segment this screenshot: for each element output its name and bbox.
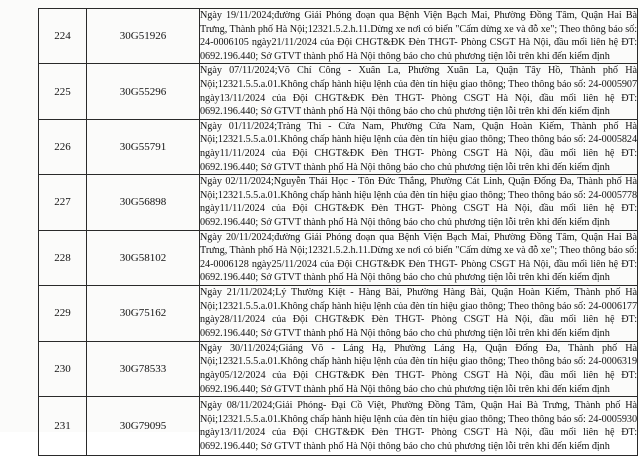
table-row bbox=[39, 9, 638, 64]
violation-detail bbox=[200, 230, 638, 285]
license-plate: 30G55791 bbox=[87, 119, 200, 174]
violation-detail bbox=[200, 285, 638, 341]
row-number: 227 bbox=[39, 175, 87, 230]
table-row bbox=[39, 285, 638, 341]
violations-table bbox=[38, 8, 638, 456]
row-number: 231 bbox=[39, 397, 87, 456]
violation-detail bbox=[200, 175, 638, 230]
row-number: 229 bbox=[39, 285, 87, 341]
table-row bbox=[39, 397, 638, 456]
row-number: 230 bbox=[39, 341, 87, 396]
table-row bbox=[39, 230, 638, 285]
license-plate: 30G51926 bbox=[87, 9, 200, 64]
row-number: 225 bbox=[39, 64, 87, 119]
row-number: 224 bbox=[39, 9, 87, 64]
violation-detail-text: Ngày 19/11/2024;đường Giải Phóng đoạn qua Bệnh Viện Bạch Mai, Phường Đồng Tâm, Quận Hai Bà Trưng, Thành phố Hà Nội;12321.5.2.h.11.Dừng xe nơi có biển "Cấm dừng xe và đỗ xe"; Theo thông báo số: 24-0006105 ngày21/11/2024 của Đội CHGT&ĐK Đèn THGT- Phòng CSGT Hà Nội, đầu mối liên hệ ĐT: 0692.196.440; Sở GTVT thành phố Hà Nội thông báo cho chủ phương tiện lỗi trên khi đến kiểm định bbox=[200, 10, 637, 62]
violation-detail-text: Ngày 08/11/2024;Giải Phóng- Đại Cồ Việt, Phường Đồng Tâm, Quận Hai Bà Trưng, Thành phố Hà Nội;12321.5.5.a.01.Không chấp hành hiệu lệnh của đèn tín hiệu giao thông; Theo thông báo số: 24-0005930 ngày13/11/2024 của Đội CHGT&ĐK Đèn THGT- Phòng CSGT Hà Nội, đầu mối liên hệ ĐT: 0692.196.440; Sở GTVT thành phố Hà Nội thông báo cho chủ phương tiện lỗi trên khi đến kiểm định bbox=[200, 400, 637, 452]
row-number: 228 bbox=[39, 230, 87, 285]
violation-detail-text: Ngày 20/11/2024;đường Giải Phóng đoạn qua Bệnh Viện Bạch Mai, Phường Đồng Tâm, Quận Hai Bà Trưng, Thành phố Hà Nội;12321.5.2.h.11.Dừng xe nơi có biển "Cấm dừng xe và đỗ xe"; Theo thông báo số: 24-0006128 ngày25/11/2024 của Đội CHGT&ĐK Đèn THGT- Phòng CSGT Hà Nội, đầu mối liên hệ ĐT: 0692.196.440; Sở GTVT thành phố Hà Nội thông báo cho chủ phương tiện lỗi trên khi đến kiểm định bbox=[200, 231, 637, 284]
license-plate: 30G58102 bbox=[87, 230, 200, 285]
violation-detail bbox=[200, 397, 638, 456]
table-row bbox=[39, 341, 638, 396]
row-number: 226 bbox=[39, 119, 87, 174]
violation-detail bbox=[200, 341, 638, 396]
violation-detail-text: Ngày 02/11/2024;Nguyễn Thái Học - Tôn Đức Thắng, Phường Cát Linh, Quận Đống Đa, Thành phố Hà Nội;12321.5.5.a.01.Không chấp hành hiệu lệnh của đèn tín hiệu giao thông; Theo thông báo số: 24-0005778 ngày11/11/2024 của Đội CHGT&ĐK Đèn THGT- Phòng CSGT Hà Nội, đầu mối liên hệ ĐT: 0692.196.440; Sở GTVT thành phố Hà Nội thông báo cho chủ phương tiện lỗi trên khi đến kiểm định bbox=[200, 176, 637, 228]
table-row bbox=[39, 64, 638, 119]
license-plate: 30G79095 bbox=[87, 397, 200, 456]
violation-detail bbox=[200, 119, 638, 174]
violation-detail-text: Ngày 21/11/2024;Lý Thường Kiệt - Hàng Bài, Phường Hàng Bài, Quận Hoàn Kiếm, Thành phố Hà Nội;12321.5.5.a.01.Không chấp hành hiệu lệnh của đèn tín hiệu giao thông; Theo thông báo số: 24-0006177 ngày28/11/2024 của Đội CHGT&ĐK Đèn THGT- Phòng CSGT Hà Nội, đầu mối liên hệ ĐT: 0692.196.440; Sở GTVT thành phố Hà Nội thông báo cho chủ phương tiện lỗi trên khi đến kiểm định bbox=[200, 287, 637, 339]
violation-detail-text: Ngày 07/11/2024;Võ Chí Công - Xuân La, Phường Xuân La, Quận Tây Hồ, Thành phố Hà Nội;12321.5.5.a.01.Không chấp hành hiệu lệnh của đèn tín hiệu giao thông; Theo thông báo số: 24-0005907 ngày13/11/2024 của Đội CHGT&ĐK Đèn THGT- Phòng CSGT Hà Nội, đầu mối liên hệ ĐT: 0692.196.440; Sở GTVT thành phố Hà Nội thông báo cho chủ phương tiện lỗi trên khi đến kiểm định bbox=[200, 65, 637, 118]
license-plate: 30G75162 bbox=[87, 285, 200, 341]
license-plate: 30G56898 bbox=[87, 175, 200, 230]
table-row bbox=[39, 119, 638, 174]
violation-detail-text: Ngày 01/11/2024;Tràng Thi - Cửa Nam, Phường Cửa Nam, Quận Hoàn Kiếm, Thành phố Hà Nội;12321.5.5.a.01.Không chấp hành hiệu lệnh của đèn tín hiệu giao thông; Theo thông báo số: 24-0005824 ngày11/11/2024 của Đội CHGT&ĐK Đèn THGT- Phòng CSGT Hà Nội, đầu mối liên hệ ĐT: 0692.196.440; Sở GTVT thành phố Hà Nội thông báo cho chủ phương tiện lỗi trên khi đến kiểm định bbox=[200, 120, 637, 173]
violation-detail bbox=[200, 9, 638, 64]
violation-detail-text: Ngày 30/11/2024;Giảng Võ - Láng Hạ, Phường Láng Hạ, Quận Đống Đa, Thành phố Hà Nội;12321.5.5.a.01.Không chấp hành hiệu lệnh của đèn tín hiệu giao thông; Theo thông báo số: 24-0006319 ngày05/12/2024 của Đội CHGT&ĐK Đèn THGT- Phòng CSGT Hà Nội, đầu mối liên hệ ĐT: 0692.196.440; Sở GTVT thành phố Hà Nội thông báo cho chủ phương tiện lỗi trên khi đến kiểm định bbox=[200, 342, 637, 395]
license-plate: 30G55296 bbox=[87, 64, 200, 119]
license-plate: 30G78533 bbox=[87, 341, 200, 396]
table-row bbox=[39, 175, 638, 230]
violation-detail bbox=[200, 64, 638, 119]
